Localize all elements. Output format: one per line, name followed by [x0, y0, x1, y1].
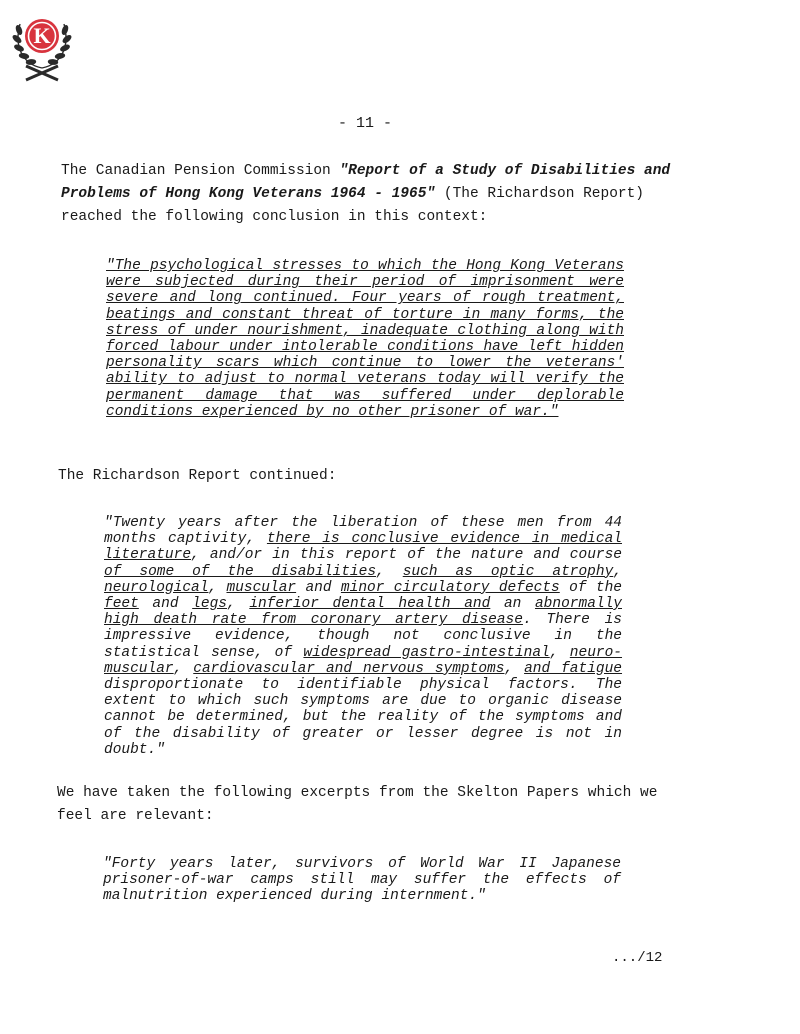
underlined-phrase: feet — [104, 596, 139, 613]
underlined-phrase: muscular — [226, 579, 297, 596]
quote-text: an — [490, 596, 535, 613]
quote-text: "Twenty years after the liberation of these men from 44 months captivity, — [104, 515, 622, 548]
underlined-phrase: neuro-muscular — [104, 644, 623, 677]
quote-text: and — [296, 579, 341, 596]
quote-text: of the — [559, 579, 622, 596]
quote-text: and — [138, 596, 193, 613]
underlined-phrase: such as optic atrophy — [402, 563, 614, 580]
quote-forty-years-text: "Forty years later, survivors of World War II Japanese prisoner-of-war camps still may suffer the effects of malnutrition experienced during internment." — [103, 856, 621, 905]
underlined-phrase: cardiovascular and nervous symptoms — [193, 660, 505, 677]
quote-text: , — [549, 644, 570, 661]
underlined-phrase: legs — [192, 596, 227, 613]
underlined-phrase: minor circulatory defects — [340, 579, 560, 596]
underlined-phrase: neurological — [104, 579, 209, 596]
quote-text: , — [173, 660, 194, 677]
quote-text: , — [208, 579, 227, 596]
underlined-phrase: there is conclusive evidence in medical literature — [104, 531, 622, 564]
underlined-phrase: widespread gastro-intestinal — [303, 644, 550, 661]
underlined-phrase: and fatigue — [524, 660, 623, 677]
quote-text: , — [504, 660, 525, 677]
quote-text: , and/or in this report of the nature and course — [191, 547, 622, 564]
quote-text: , — [613, 563, 622, 580]
excerpts-intro-paragraph: We have taken the following excerpts from the Skelton Papers which we feel are relevant: — [57, 785, 658, 824]
continued-line: The Richardson Report continued: — [58, 468, 337, 484]
underlined-phrase: of some of the disabilities — [104, 563, 377, 580]
quote-conclusion-text: "The psychological stresses to which the Hong Kong Veterans were subjected during their period of imprisonment were severe and long continued. Four years of rough treatment, beatings and constant threat of torture in many forms, the stress of under nourishment, inadequate clothing along with forced labour under intolerable conditions have left hidden personality scars which continue to lower the veterans' ability to adjust to normal veterans today will verify the permanent damage that was suffered under deplorable conditions experienced by no other prisoner of war." — [106, 258, 624, 420]
intro-text-end: (The Richardson Report) reached the following conclusion in this context: — [61, 186, 645, 225]
quote-text: , — [226, 596, 250, 613]
intro-paragraph — [61, 160, 691, 229]
block-quote-forty-years — [103, 856, 621, 905]
quote-text: . There is impressive evidence, though not conclusive in the statistical sense, of — [104, 612, 622, 661]
logo-letter: K — [33, 23, 51, 48]
block-quote-twenty-years — [104, 515, 622, 758]
quote-text: , — [376, 563, 403, 580]
page-number: - 11 - — [337, 115, 392, 132]
underlined-phrase: inferior dental health and — [249, 596, 491, 613]
quote-text: disproportionate to identifiable physical factors. The extent to which such symptoms are due to organic disease cannot be determined, but the reality of the symptoms and of the disability of greater or lesser degree is not in doubt." — [104, 677, 622, 758]
block-quote-conclusion — [106, 258, 624, 420]
intro-text-start: The Canadian Pension Commission — [61, 163, 340, 179]
report-title: "Report of a Study of Disabilities and Problems of Hong Kong Veterans 1964 - 1965" — [61, 163, 671, 202]
hong-kong-veterans-logo — [8, 6, 76, 84]
underlined-phrase: abnormally high death rate from coronary artery disease — [104, 596, 622, 629]
next-page-indicator: .../12 — [612, 950, 663, 966]
